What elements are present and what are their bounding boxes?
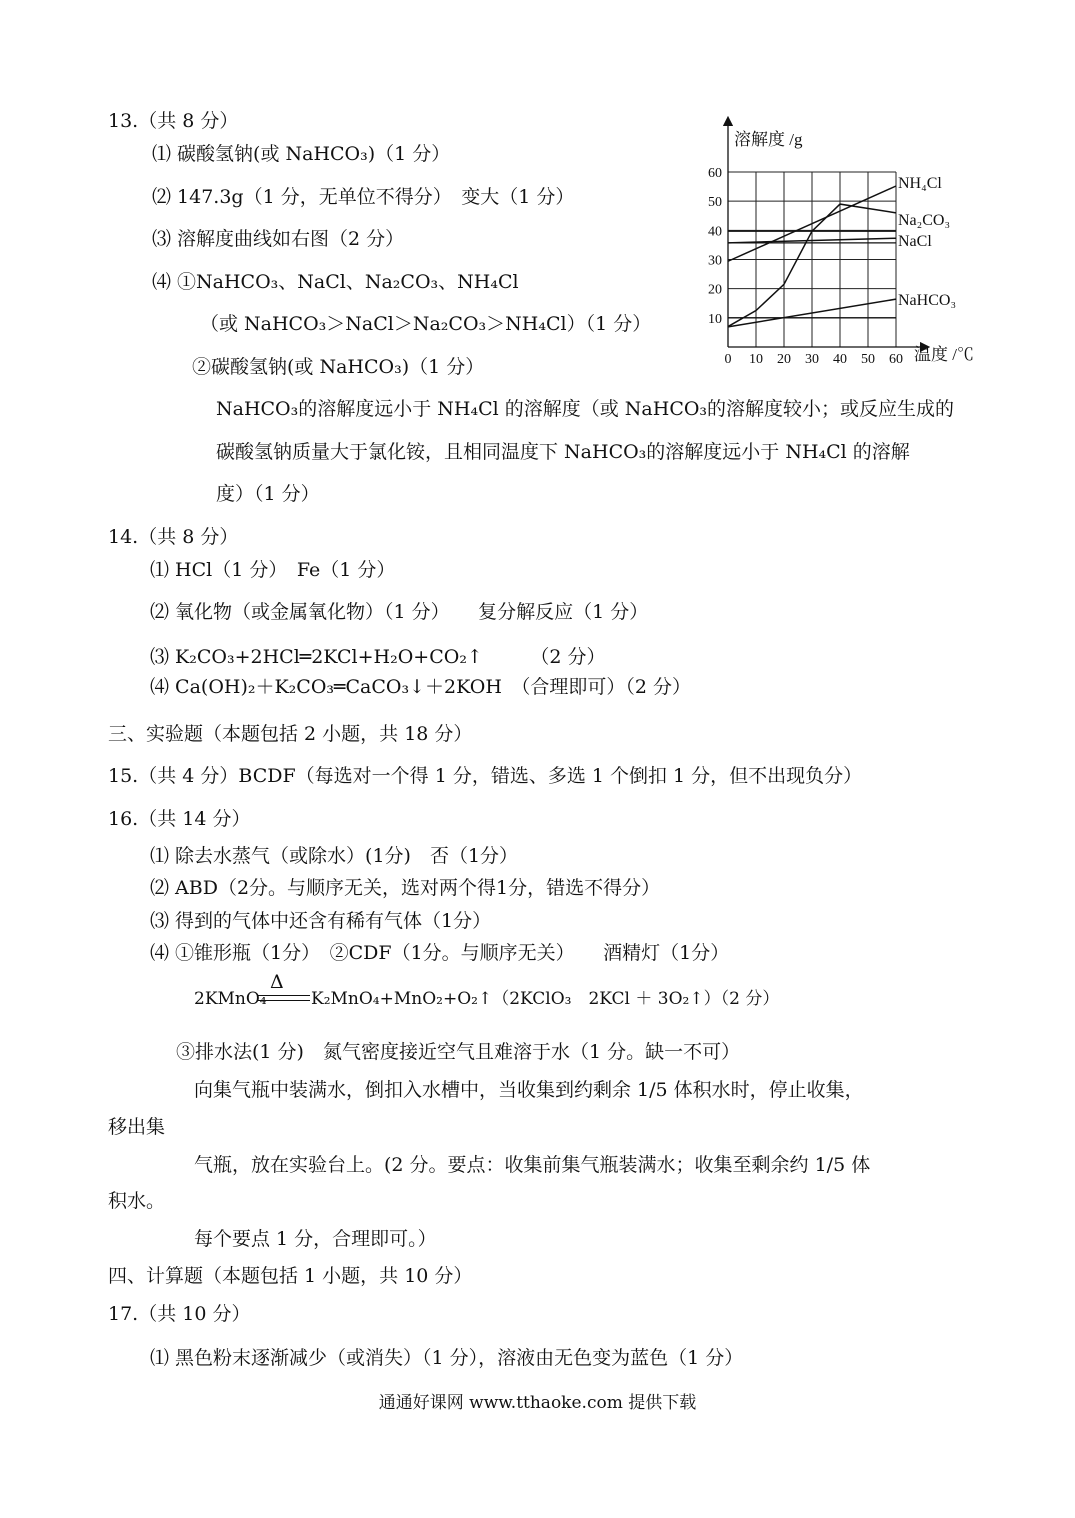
q14-heading: 14.（共 8 分） [108,526,239,548]
y-axis-label: 溶解度 /g [734,130,803,149]
q16-item-10: 每个要点 1 分，合理即可。） [194,1228,437,1250]
y-tick-label: 50 [708,195,722,211]
y-tick-label: 40 [708,224,722,240]
reaction-arrow-line [258,995,310,1001]
q17-heading: 17.（共 10 分） [108,1303,251,1325]
q14-item-3: ⑶ K₂CO₃+2HCl═2KCl+H₂O+CO₂↑ （2 分） [150,646,606,668]
q16-item-7: 移出集 [108,1116,166,1138]
q16-item-8: 气瓶，放在实验台上。(2 分。要点：收集前集气瓶装满水；收集至剩余约 1/5 体 [194,1154,871,1176]
x-tick-label: 10 [749,352,763,365]
x-tick-label: 20 [777,352,791,365]
q16-item-5: ③排水法(1 分) 氮气密度接近空气且难溶于水（1 分。缺一不可） [176,1041,741,1063]
x-tick-label: 60 [889,352,903,365]
q13-item-4-alt: （或 NaHCO₃＞NaCl＞Na₂CO₃＞NH₄Cl）（1 分） [200,313,652,335]
series-label-nh4cl: NH₄Cl [898,175,942,192]
q13-explanation-3: 度）（1 分） [216,483,320,505]
q13-item-3: ⑶ 溶解度曲线如右图（2 分） [152,228,405,250]
q13-item-1: ⑴ 碳酸氢钠(或 NaHCO₃)（1 分） [152,143,451,165]
footer-source: 通通好课网 www.tthaoke.com 提供下载 [378,1393,697,1413]
x-tick-label: 50 [861,352,875,365]
x-tick-label: 30 [805,352,819,365]
q13-explanation-1: NaHCO₃的溶解度远小于 NH₄Cl 的溶解度（或 NaHCO₃的溶解度较小；或反应生成的 [216,398,955,420]
q16-equation-right: K₂MnO₄+MnO₂+O₂↑（2KClO₃ 2KCl ＋ 3O₂↑）（2 分） [311,989,780,1009]
q13-item-4-part2: ②碳酸氢钠(或 NaHCO₃)（1 分） [192,356,485,378]
delta-symbol: Δ [270,971,284,993]
y-tick-label: 60 [708,166,722,181]
x-tick-label: 0 [724,352,732,365]
q16-equation-left: 2KMnO₄ [194,989,267,1009]
q16-item-2: ⑵ ABD（2分。与顺序无关，选对两个得1分，错选不得分） [150,877,661,899]
y-tick-label: 30 [708,253,722,269]
y-tick-label: 20 [708,282,722,298]
chart-grid [728,172,896,347]
q16-item-9: 积水。 [108,1190,166,1212]
q15-answer: 15.（共 4 分）BCDF（每选对一个得 1 分，错选、多选 1 个倒扣 1 分，但不出现负分） [108,765,863,787]
y-tick-label: 10 [708,311,722,327]
q16-item-6: 向集气瓶中装满水，倒扣入水槽中，当收集到约剩余 1/5 体积水时，停止收集， [194,1079,864,1101]
q14-item-4: ⑷ Ca(OH)₂＋K₂CO₃═CaCO₃↓＋2KOH （合理即可）（2 分） [150,676,692,698]
q16-heading: 16.（共 14 分） [108,808,251,830]
q16-item-3: ⑶ 得到的气体中还含有稀有气体（1分） [150,910,492,932]
q14-item-1: ⑴ HCl（1 分） Fe（1 分） [150,559,396,581]
chart-axes [728,121,925,347]
x-tick-label: 40 [833,352,847,365]
q13-heading: 13.（共 8 分） [108,110,239,132]
q13-item-4: ⑷ ①NaHCO₃、NaCl、Na₂CO₃、NH₄Cl [152,271,519,293]
section-3-title: 三、实验题（本题包括 2 小题，共 18 分） [108,723,473,745]
q13-item-2: ⑵ 147.3g（1 分，无单位不得分） 变大（1 分） [152,186,575,208]
series-label-nahco3: NaHCO₃ [898,292,957,310]
q14-item-2: ⑵ 氧化物（或金属氧化物）（1 分） 复分解反应（1 分） [150,601,649,623]
q16-item-1: ⑴ 除去水蒸气（或除水）(1分) 否（1分） [150,845,519,867]
solubility-chart [690,115,990,365]
q16-item-4: ⑷ ①锥形瓶（1分） ②CDF（1分。与顺序无关） 酒精灯（1分） [150,942,730,964]
series-label-na2co3: Na₂CO₃ [898,211,951,229]
section-4-title: 四、计算题（本题包括 1 小题，共 10 分） [108,1265,473,1287]
q17-item-1: ⑴ 黑色粉末逐渐减少（或消失）（1 分），溶液由无色变为蓝色（1 分） [150,1347,744,1369]
series-label-nacl: NaCl [898,233,932,251]
q13-explanation-2: 碳酸氢钠质量大于氯化铵，且相同温度下 NaHCO₃的溶解度远小于 NH₄Cl 的溶解 [216,441,910,463]
x-axis-label: 温度 /℃ [914,345,974,364]
